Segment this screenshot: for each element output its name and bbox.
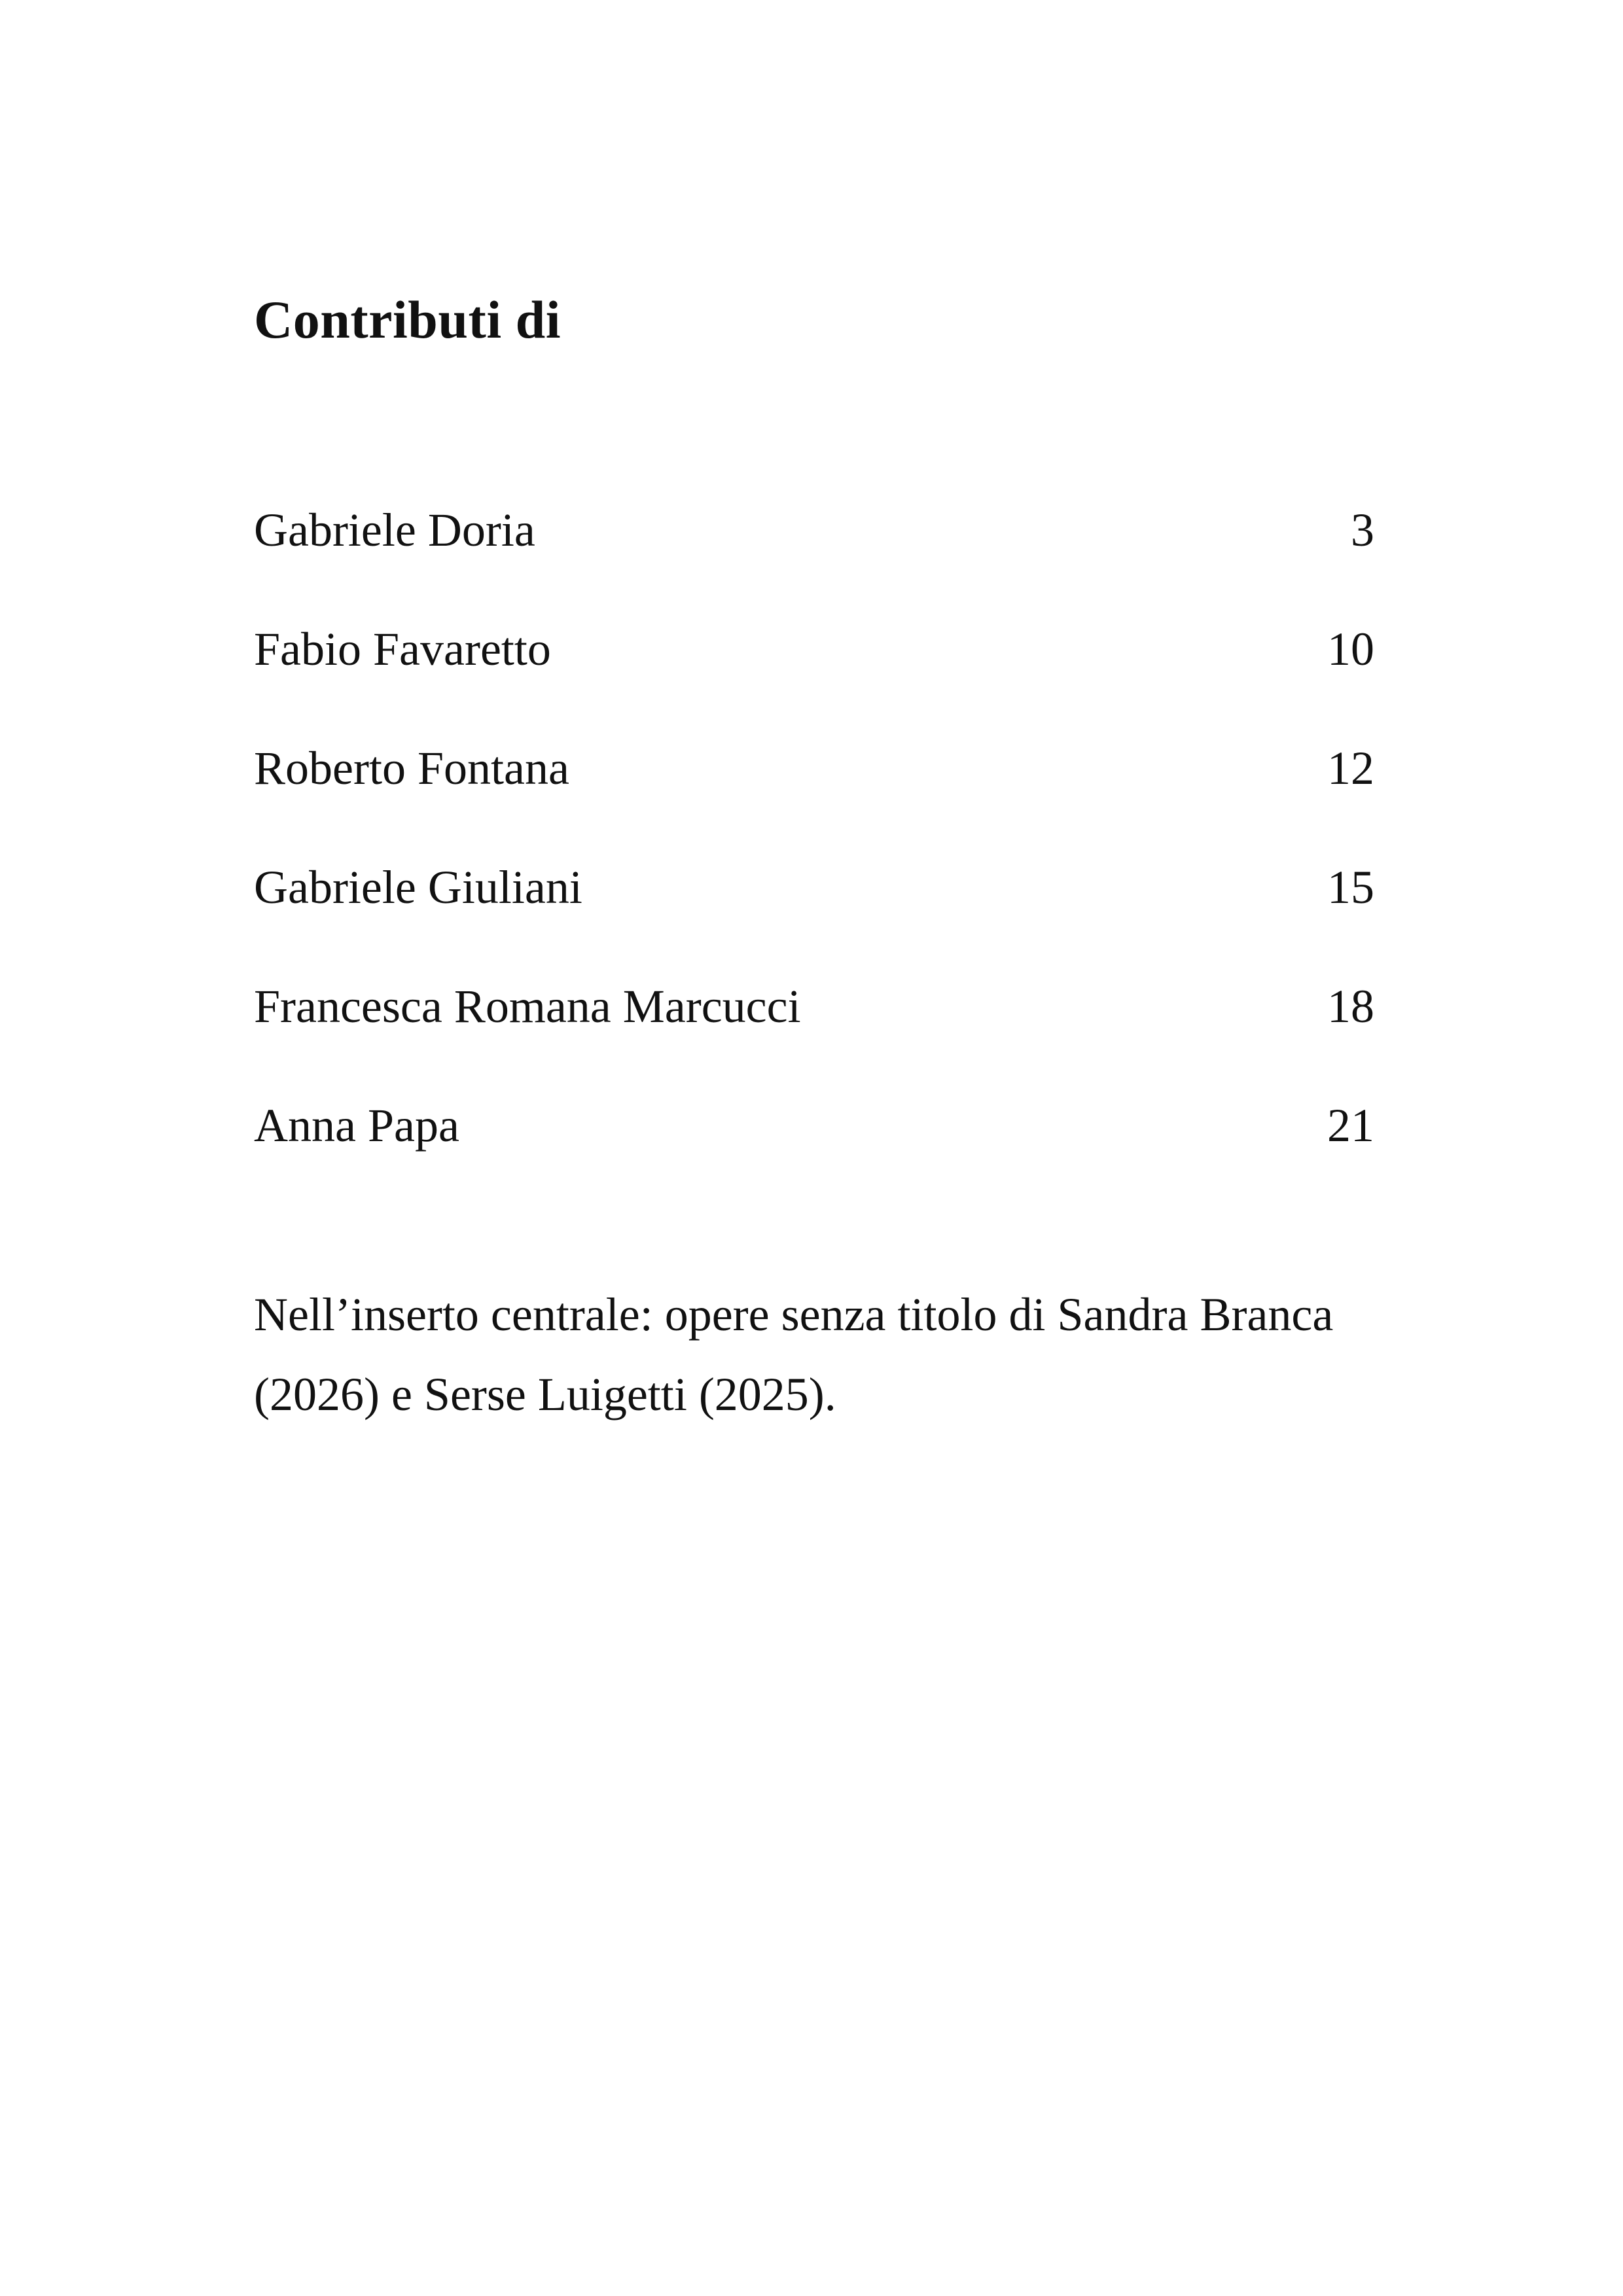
toc-page-number: 18 <box>1327 980 1374 1033</box>
toc-author: Fabio Favaretto <box>254 623 551 675</box>
toc-entry <box>254 618 1374 737</box>
toc-entry <box>254 737 1374 856</box>
toc-page-number: 21 <box>1327 1099 1374 1152</box>
toc-entry <box>254 975 1374 1094</box>
toc-author: Gabriele Giuliani <box>254 861 582 913</box>
table-of-contents <box>254 499 1374 1213</box>
toc-author: Roberto Fontana <box>254 742 569 794</box>
insert-note: Nell’inserto centrale: opere senza titolo di Sandra Branca (2026) e Serse Luigetti (2025). <box>254 1288 1334 1421</box>
toc-author: Anna Papa <box>254 1099 459 1152</box>
toc-page-number: 3 <box>1351 504 1374 556</box>
toc-page-number: 15 <box>1327 861 1374 913</box>
toc-author: Francesca Romana Marcucci <box>254 980 801 1033</box>
toc-author: Gabriele Doria <box>254 504 535 556</box>
toc-page-number: 10 <box>1327 623 1374 675</box>
toc-page-number: 12 <box>1327 742 1374 794</box>
toc-entry <box>254 856 1374 975</box>
toc-entry <box>254 499 1374 618</box>
page-title: Contributi di <box>254 290 561 349</box>
toc-entry <box>254 1094 1374 1213</box>
